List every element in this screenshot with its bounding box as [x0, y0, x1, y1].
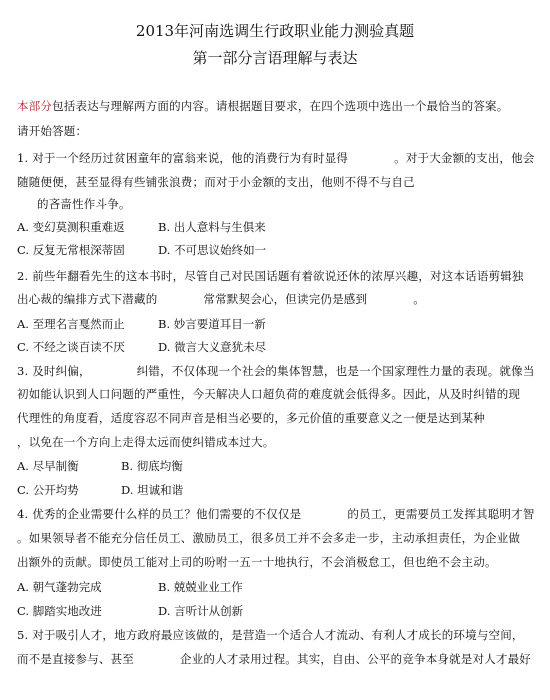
q4-line-2: 。如果领导者不能充分信任员工、激励员工，很多员工并不会多走一步，主动承担责任，为企业做: [17, 531, 521, 545]
q2-option-d[interactable]: D. 微言大义意犹未尽: [158, 340, 267, 354]
q3-text-a: 3. 及时纠偏，: [17, 364, 91, 378]
q4-line-1: [17, 506, 535, 522]
q1-line-1: [17, 150, 535, 166]
q3-line-2: 初如能认识到人口问题的严重性，今天解决人口超负荷的难度就会低得多。因此，从及时纠错的现: [17, 387, 521, 401]
q4-line-3: 出额外的贡献。即使员工能对上司的吩咐一五一十地执行，不会消极怠工，但也绝不会主动。: [17, 555, 497, 569]
q1-line-2: 随随便便，甚至显得有些铺张浪费；而对于小金额的支出，他则不得不与自己: [17, 175, 415, 189]
q4-option-d[interactable]: D. 言听计从创新: [158, 604, 244, 618]
q2-option-b[interactable]: B. 妙言要道耳目一新: [158, 317, 266, 331]
q4-option-b[interactable]: B. 兢兢业业工作: [158, 580, 243, 594]
q1-option-b[interactable]: B. 出人意料与生俱来: [158, 220, 266, 234]
q1-text-b: 。对于大金额的支出，他会: [394, 151, 535, 165]
q3-text-b: 纠错，不仅体现一个社会的集体智慧，也是一个国家理性力量的表现。就像当: [136, 364, 535, 378]
q2-line-2: [17, 291, 425, 307]
q1-option-c[interactable]: C. 反复无常根深蒂固: [17, 243, 125, 257]
q5-text-b: 企业的人才录用过程。其实，自由、公平的竞争本身就是对人才最好: [180, 652, 531, 666]
q3-option-d[interactable]: D. 坦诚和谐: [121, 483, 184, 497]
instructions-body-2: 。请根据题目要求，在四个选项中选出一个最恰当的答案。: [204, 99, 509, 113]
q5-line-1: 5. 对于吸引人才，地方政府最应该做的，是营造一个适合人才流动、有利人才成长的环境与空间，: [17, 628, 524, 642]
q5-text-a: 而不是直接参与、甚至: [17, 652, 134, 666]
q3-line-4: ，以免在一个方向上走得太远而使纠错成本过大。: [17, 435, 275, 449]
q3-option-c[interactable]: C. 公开均势: [17, 483, 79, 497]
q3-line-3: 代理性的角度看，适度容忍不同声音是相当必要的，多元价值的重要意义之一便是达到某种: [17, 411, 485, 425]
q3-option-a[interactable]: A. 尽早制衡: [17, 459, 79, 473]
q3-line-1: [17, 363, 535, 379]
q2-option-c[interactable]: C. 不经之谈百读不厌: [17, 340, 125, 354]
q4-text-a: 4. 优秀的企业需要什么样的员工？他们需要的不仅仅是: [17, 507, 302, 521]
q2-text-b: 常常默契会心，但读完仍是感到: [203, 292, 368, 306]
q2-line-1: 2. 前些年翻看先生的这本书时，尽管自己对民国话题有着欲说还休的浓厚兴趣，对这本话语剪辑独: [17, 269, 524, 283]
q4-option-a[interactable]: A. 朝气蓬勃完成: [17, 580, 102, 594]
q1-option-d[interactable]: D. 不可思议始终如一: [158, 243, 267, 257]
q5-line-2: [17, 651, 531, 667]
q1-option-a[interactable]: A. 变幻莫测积重难返: [17, 220, 125, 234]
q1-text-a: 1. 对于一个经历过贫困童年的富翁来说，他的消费行为有时显得: [17, 151, 349, 165]
section-title: 第一部分言语理解与表达: [192, 49, 358, 67]
q2-option-a[interactable]: A. 至理名言戛然而止: [17, 317, 125, 331]
instructions: [17, 98, 508, 114]
start-prompt: 请开始答题：: [17, 124, 88, 138]
document-title: 2013年河南选调生行政职业能力测验真题: [135, 22, 415, 40]
q3-option-b[interactable]: B. 彻底均衡: [121, 459, 183, 473]
q2-text-c: 。: [413, 292, 425, 306]
instructions-body: 包括表达与理解两方面的内容: [52, 99, 205, 113]
q4-text-b: 的员工，更需要员工发挥其聪明才智: [347, 507, 535, 521]
instructions-lead: 本部分: [17, 99, 53, 113]
q2-text-a: 出心裁的编排方式下潜藏的: [17, 292, 158, 306]
q1-line-3: 的吝啬性作斗争。: [37, 197, 131, 211]
q4-option-c[interactable]: C. 脚踏实地改进: [17, 604, 102, 618]
